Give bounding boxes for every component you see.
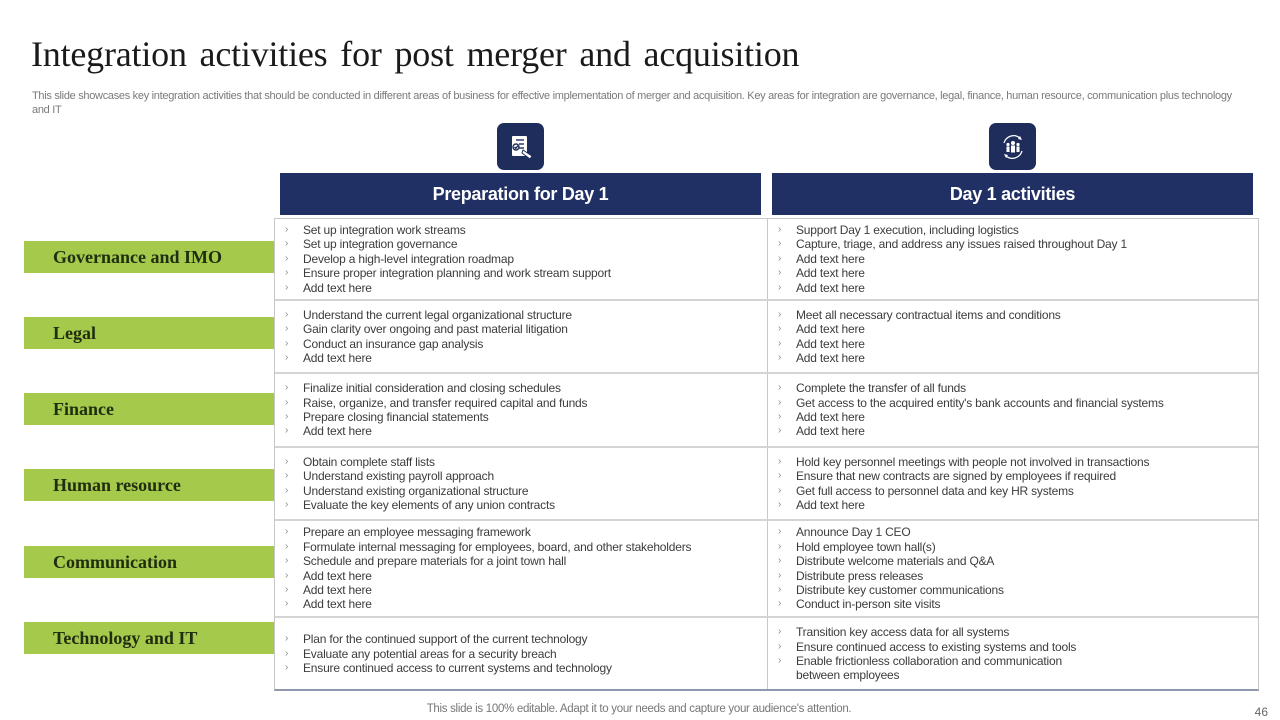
cell-day1 — [768, 618, 1259, 690]
list-item — [768, 525, 1259, 539]
chevron-right-icon: › — [778, 337, 782, 349]
list-item — [275, 583, 767, 597]
list-item — [768, 322, 1259, 336]
list-item — [275, 540, 767, 554]
list-item-text: Obtain complete staff lists — [303, 454, 435, 469]
list-item-text: Add text here — [796, 424, 865, 439]
list-item-text: Get full access to personnel data and key HR systems — [796, 483, 1074, 498]
chevron-right-icon: › — [285, 351, 289, 363]
list-item-text: Gain clarity over ongoing and past material litigation — [303, 322, 568, 337]
bullet-list — [768, 525, 1259, 611]
list-item-text: Schedule and prepare materials for a joint town hall — [303, 554, 567, 569]
chevron-right-icon: › — [778, 583, 782, 595]
list-item — [275, 424, 767, 438]
list-item-text: Ensure continued access to existing systems and tools — [796, 639, 1077, 654]
list-item — [275, 597, 767, 611]
list-item-text: Add text here — [796, 410, 865, 424]
cell-day1 — [768, 301, 1259, 372]
chevron-right-icon: › — [778, 267, 782, 279]
list-item-text: Prepare closing financial statements — [303, 410, 489, 424]
cell-prep — [275, 374, 767, 446]
chevron-right-icon: › — [778, 555, 782, 567]
page-number: 46 — [1254, 705, 1268, 719]
list-item-text: Add text here — [796, 251, 865, 266]
list-item-text: Conduct an insurance gap analysis — [303, 336, 484, 351]
chevron-right-icon: › — [285, 252, 289, 264]
list-item — [275, 281, 767, 295]
area-label-governance: Governance and IMO — [24, 241, 274, 273]
list-item-text: Add text here — [303, 424, 372, 439]
list-item-text: Develop a high-level integration roadmap — [303, 251, 514, 266]
chevron-right-icon: › — [778, 252, 782, 264]
chevron-right-icon: › — [285, 425, 289, 437]
table-row-human-resource — [275, 448, 1258, 521]
list-item-text: Understand existing organizational structure — [303, 483, 529, 498]
chevron-right-icon: › — [778, 238, 782, 250]
column-header-day1: Day 1 activities — [772, 173, 1253, 215]
list-item — [275, 647, 767, 661]
table-row-finance — [275, 374, 1258, 448]
chevron-right-icon: › — [285, 633, 289, 645]
cell-prep — [275, 521, 767, 616]
chevron-right-icon: › — [285, 540, 289, 552]
bullet-list — [275, 632, 767, 675]
chevron-right-icon: › — [778, 455, 782, 467]
chevron-right-icon: › — [285, 382, 289, 394]
list-item — [768, 668, 1259, 682]
list-item — [275, 632, 767, 646]
chevron-right-icon: › — [285, 598, 289, 610]
bullet-list — [275, 455, 767, 513]
list-item — [768, 381, 1259, 395]
list-item — [275, 337, 767, 351]
list-item-text: Add text here — [796, 280, 865, 295]
list-item — [768, 281, 1259, 295]
area-label-human-resource: Human resource — [24, 469, 274, 501]
chevron-right-icon: › — [778, 411, 782, 422]
list-item-text: Set up integration work streams — [303, 222, 466, 237]
cell-prep — [275, 219, 767, 299]
table-row-communication — [275, 521, 1258, 618]
list-item-text: Get access to the acquired entity's bank accounts and financial systems — [796, 395, 1164, 410]
team-cycle-icon — [989, 123, 1036, 170]
list-item-text: Hold key personnel meetings with people not involved in transactions — [796, 454, 1150, 469]
chevron-right-icon: › — [285, 455, 289, 467]
column-header-preparation: Preparation for Day 1 — [280, 173, 761, 215]
chevron-right-icon: › — [285, 470, 289, 482]
list-item — [275, 396, 767, 410]
chevron-right-icon: › — [285, 647, 289, 659]
list-item — [275, 484, 767, 498]
list-item — [275, 469, 767, 483]
list-item-text: Enable frictionless collaboration and communication — [796, 654, 1062, 668]
list-item — [275, 554, 767, 568]
chevron-right-icon: › — [285, 662, 289, 674]
list-item-text: Add text here — [303, 568, 372, 583]
list-item — [275, 525, 767, 539]
chevron-right-icon: › — [778, 323, 782, 335]
bullet-list — [768, 381, 1259, 439]
slide-subtitle: This slide showcases key integration activities that should be conducted in different areas of business for effective implementation of merger and acquisition. Key areas for integration are governance, legal, finance, human resource, communication plus technology and IT — [32, 90, 1232, 116]
list-item-text: Add text here — [796, 322, 865, 337]
list-item — [768, 640, 1259, 654]
chevron-right-icon: › — [285, 223, 289, 235]
chevron-right-icon: › — [285, 267, 289, 279]
list-item — [768, 498, 1259, 512]
list-item-text: Distribute press releases — [796, 568, 924, 583]
checklist-document-icon — [497, 123, 544, 170]
list-item — [768, 583, 1259, 597]
chevron-right-icon: › — [778, 526, 782, 538]
list-item-text: Capture, triage, and address any issues raised throughout Day 1 — [796, 237, 1127, 252]
list-item-text: Distribute key customer communications — [796, 582, 1004, 597]
chevron-right-icon: › — [285, 396, 289, 408]
list-item-text: Ensure continued access to current systems and technology — [303, 661, 612, 676]
list-item-text: Formulate internal messaging for employees, board, and other stakeholders — [303, 539, 692, 554]
list-item-text: Evaluate any potential areas for a security breach — [303, 646, 557, 661]
chevron-right-icon: › — [285, 238, 289, 250]
list-item — [275, 569, 767, 583]
list-item — [768, 308, 1259, 322]
chevron-right-icon: › — [285, 281, 289, 293]
cell-day1 — [768, 374, 1259, 446]
chevron-right-icon: › — [285, 569, 289, 581]
list-item-text: Meet all necessary contractual items and conditions — [796, 307, 1061, 322]
list-item-text: Add text here — [303, 582, 372, 597]
list-item — [768, 455, 1259, 469]
list-item — [768, 351, 1259, 365]
list-item-text: Raise, organize, and transfer required capital and funds — [303, 395, 588, 410]
list-item — [768, 266, 1259, 280]
list-item — [275, 308, 767, 322]
list-item-text: Transition key access data for all systems — [796, 625, 1010, 640]
cell-day1 — [768, 219, 1259, 299]
area-label-legal: Legal — [24, 317, 274, 349]
chevron-right-icon: › — [778, 598, 782, 610]
list-item — [768, 540, 1259, 554]
list-item-text: Complete the transfer of all funds — [796, 381, 966, 396]
activities-table — [274, 218, 1259, 691]
chevron-right-icon: › — [285, 323, 289, 335]
area-label-communication: Communication — [24, 546, 274, 578]
list-item — [768, 424, 1259, 438]
list-item — [275, 237, 767, 251]
chevron-right-icon: › — [778, 308, 782, 320]
list-item-text: Add text here — [303, 597, 372, 612]
list-item — [275, 322, 767, 336]
list-item — [768, 654, 1259, 668]
list-item-text: Announce Day 1 CEO — [796, 525, 911, 540]
chevron-right-icon: › — [778, 281, 782, 293]
list-item-text: Evaluate the key elements of any union contracts — [303, 497, 555, 512]
bullet-list — [768, 223, 1259, 295]
list-item — [275, 252, 767, 266]
bullet-list — [275, 308, 767, 366]
chevron-right-icon: › — [778, 655, 782, 666]
list-item — [275, 223, 767, 237]
list-item — [768, 252, 1259, 266]
cell-prep — [275, 301, 767, 372]
chevron-right-icon: › — [778, 470, 782, 482]
list-item — [275, 266, 767, 280]
list-item-text: Add text here — [796, 497, 865, 512]
list-item-text: Ensure that new contracts are signed by employees if required — [796, 469, 1116, 484]
list-item — [275, 410, 767, 424]
bullet-list — [275, 381, 767, 439]
list-item-text: Add text here — [303, 280, 372, 295]
chevron-right-icon: › — [285, 555, 289, 567]
bullet-list — [768, 455, 1259, 513]
list-item — [768, 625, 1259, 639]
list-item-text: Add text here — [796, 350, 865, 365]
list-item — [768, 396, 1259, 410]
list-item — [275, 381, 767, 395]
chevron-right-icon: › — [285, 583, 289, 595]
list-item-text: Set up integration governance — [303, 237, 458, 252]
list-item-text: Plan for the continued support of the current technology — [303, 632, 588, 647]
bullet-list — [275, 525, 767, 611]
chevron-right-icon: › — [778, 569, 782, 581]
chevron-right-icon: › — [778, 640, 782, 652]
list-item — [275, 661, 767, 675]
bullet-list — [768, 625, 1259, 683]
chevron-right-icon: › — [778, 396, 782, 408]
list-item-text: Finalize initial consideration and closing schedules — [303, 381, 561, 396]
list-item — [768, 469, 1259, 483]
list-item-text: Distribute welcome materials and Q&A — [796, 554, 995, 569]
bullet-list — [768, 308, 1259, 366]
cell-day1 — [768, 448, 1259, 519]
chevron-right-icon: › — [778, 351, 782, 363]
list-item-text: between employees — [796, 668, 900, 683]
chevron-right-icon: › — [778, 223, 782, 235]
list-item-text: Understand the current legal organizational structure — [303, 307, 572, 322]
list-item-text: Add text here — [796, 266, 865, 281]
list-item-text: Hold employee town hall(s) — [796, 539, 936, 554]
chevron-right-icon: › — [778, 425, 782, 437]
list-item — [275, 498, 767, 512]
list-item — [768, 554, 1259, 568]
list-item-text: Understand existing payroll approach — [303, 469, 494, 484]
list-item — [768, 569, 1259, 583]
area-label-technology: Technology and IT — [24, 622, 274, 654]
footer-note: This slide is 100% editable. Adapt it to your needs and capture your audience's attention. — [426, 703, 852, 715]
cell-prep — [275, 618, 767, 690]
slide-title: Integration activities for post merger and acquisition — [31, 34, 800, 74]
table-row-governance — [275, 219, 1258, 301]
chevron-right-icon: › — [285, 484, 289, 496]
chevron-right-icon: › — [778, 382, 782, 394]
list-item — [768, 223, 1259, 237]
chevron-right-icon: › — [285, 498, 289, 510]
list-item-text: Add text here — [796, 336, 865, 351]
list-item-text: Ensure proper integration planning and work stream support — [303, 266, 611, 281]
chevron-right-icon: › — [285, 411, 289, 422]
chevron-right-icon: › — [285, 308, 289, 320]
table-row-legal — [275, 301, 1258, 374]
chevron-right-icon: › — [778, 626, 782, 638]
list-item-text: Prepare an employee messaging framework — [303, 525, 531, 540]
chevron-right-icon: › — [285, 526, 289, 538]
list-item — [768, 237, 1259, 251]
table-row-technology — [275, 618, 1258, 690]
chevron-right-icon: › — [778, 540, 782, 552]
cell-prep — [275, 448, 767, 519]
list-item — [768, 597, 1259, 611]
bullet-list — [275, 223, 767, 295]
list-item — [768, 484, 1259, 498]
list-item — [275, 455, 767, 469]
cell-day1 — [768, 521, 1259, 616]
list-item — [768, 337, 1259, 351]
list-item — [275, 351, 767, 365]
chevron-right-icon: › — [285, 337, 289, 349]
list-item-text: Conduct in-person site visits — [796, 597, 941, 612]
list-item — [768, 410, 1259, 424]
list-item-text: Add text here — [303, 350, 372, 365]
list-item-text: Support Day 1 execution, including logistics — [796, 222, 1019, 237]
area-label-finance: Finance — [24, 393, 274, 425]
chevron-right-icon: › — [778, 498, 782, 510]
chevron-right-icon: › — [778, 484, 782, 496]
